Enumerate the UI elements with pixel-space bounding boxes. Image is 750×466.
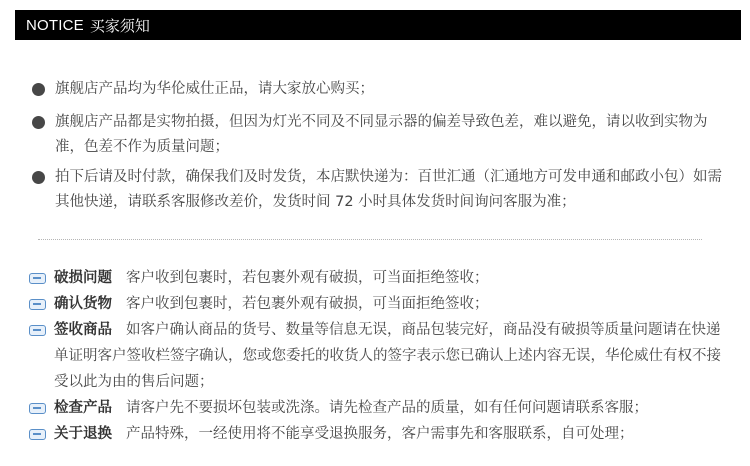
- service-text: 客户收到包裹时，若包裹外观有破损，可当面拒绝签收；: [126, 270, 489, 286]
- speech-bubble-icon: [29, 325, 46, 336]
- notice-header: [15, 10, 741, 40]
- notice-item: [30, 77, 730, 102]
- speech-bubble-icon: [29, 299, 46, 310]
- service-label: 破损问题: [54, 270, 112, 286]
- service-text: 请客户先不要损坏包装或洗涤。请先检查产品的质量，如有任何问题请联系客服；: [126, 400, 648, 416]
- dotted-divider: [38, 239, 702, 240]
- service-label: 检查产品: [54, 400, 112, 416]
- bullet-dot-icon: [32, 171, 45, 184]
- service-item-return: [28, 421, 728, 447]
- notice-item: [30, 110, 730, 160]
- service-label: 确认货物: [54, 296, 112, 312]
- notice-text: 拍下后请及时付款，确保我们及时发货，本店默快递为：百世汇通（汇通地方可发申通和邮政小包）如需其他快递，请联系客服修改差价，发货时间 72 小时具体发货时间询问客服为准；: [55, 169, 722, 210]
- speech-bubble-icon: [29, 429, 46, 440]
- service-item-sign: [28, 317, 728, 395]
- notice-list: [30, 77, 730, 218]
- notice-item: [30, 165, 730, 215]
- bullet-dot-icon: [32, 83, 45, 96]
- service-text: 产品特殊，一经使用将不能享受退换服务，客户需事先和客服联系，自可处理；: [126, 426, 634, 442]
- header-title-cn: 买家须知: [89, 16, 150, 35]
- header-title-en: NOTICE: [26, 16, 84, 34]
- service-item-confirm: [28, 291, 728, 317]
- speech-bubble-icon: [29, 403, 46, 414]
- service-text: 如客户确认商品的货号、数量等信息无误，商品包装完好，商品没有破损等质量问题请在快递单证明客户签收栏签字确认，您或您委托的收货人的签字表示您已确认上述内容无误，华伦威仕有权不接受以此为由的售后问题；: [54, 322, 721, 390]
- notice-text: 旗舰店产品都是实物拍摄，但因为灯光不同及不同显示器的偏差导致色差，难以避免，请以收到实物为准，色差不作为质量问题；: [55, 114, 708, 155]
- speech-bubble-icon: [29, 273, 46, 284]
- service-label: 关于退换: [54, 426, 112, 442]
- bullet-dot-icon: [32, 116, 45, 129]
- service-list: [28, 265, 728, 447]
- service-item-inspect: [28, 395, 728, 421]
- notice-text: 旗舰店产品均为华伦威仕正品，请大家放心购买；: [55, 81, 374, 97]
- service-label: 签收商品: [54, 322, 112, 338]
- service-text: 客户收到包裹时，若包裹外观有破损，可当面拒绝签收；: [126, 296, 489, 312]
- service-item-damage: [28, 265, 728, 291]
